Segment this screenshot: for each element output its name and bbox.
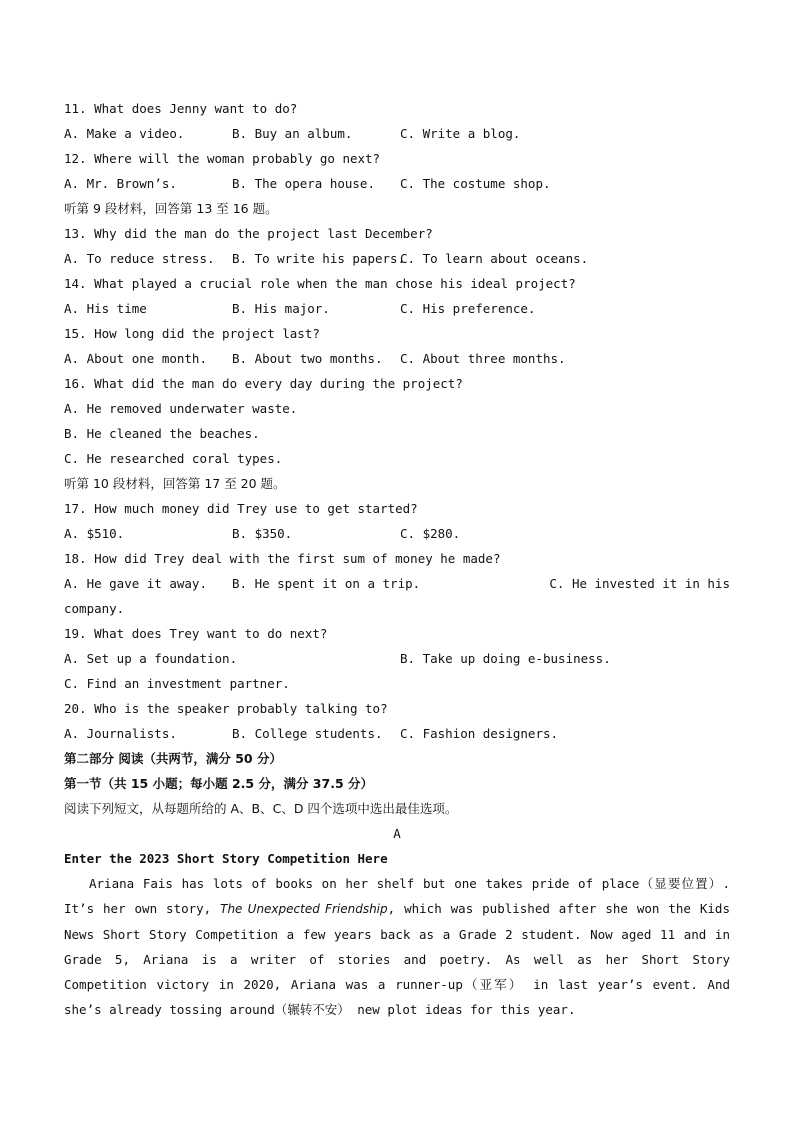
- option-a: A. $510.: [64, 526, 125, 541]
- option-c: C. Fashion designers.: [400, 726, 559, 741]
- question-15: 15. How long did the project last?: [64, 326, 320, 341]
- option-a: A. Set up a foundation.: [64, 651, 238, 666]
- section-10-instruction: 听第 10 段材料，回答第 17 至 20 题。: [64, 476, 286, 491]
- section-9-instruction: 听第 9 段材料，回答第 13 至 16 题。: [64, 201, 278, 216]
- passage-label: A: [393, 826, 401, 841]
- question-17: 17. How much money did Trey use to get started?: [64, 501, 418, 516]
- option-c: C. His preference.: [400, 301, 536, 316]
- option-c: C. He researched coral types.: [64, 451, 283, 466]
- options-17: [64, 521, 730, 546]
- passage-text-1: Ariana Fais has lots of books on her shelf but one takes pride of place（显要位置）. It’s her own story,: [64, 876, 730, 916]
- option-b: B. About two months.: [232, 351, 383, 366]
- option-c: C. Write a blog.: [400, 126, 521, 141]
- option-b: B. To write his papers.: [232, 251, 406, 266]
- question-12: 12. Where will the woman probably go next?: [64, 151, 381, 166]
- options-12: [64, 171, 730, 196]
- option-b: B. The opera house.: [232, 176, 375, 191]
- passage-title: Enter the 2023 Short Story Competition Here: [64, 851, 388, 866]
- passage-text-2: , which was published after she won the Kids News Short Story Competition a few years back as a Grade 2 student. Now aged 11 and in Grade 5, Ariana is a writer of stories and poetry. As well as her Short Story Competition victory in 2020, Ariana was a runner-up（亚军） in last year’s event. And she’s already tossing around（辗转不安） new plot ideas for this year.: [64, 901, 730, 1017]
- options-15: [64, 346, 730, 371]
- passage-paragraph: [64, 871, 730, 1022]
- question-13: 13. Why did the man do the project last December?: [64, 226, 433, 241]
- question-20: 20. Who is the speaker probably talking to?: [64, 701, 388, 716]
- question-18: 18. How did Trey deal with the first sum of money he made?: [64, 551, 501, 566]
- option-a: A. Make a video.: [64, 126, 185, 141]
- option-b: B. College students.: [232, 726, 383, 741]
- reading-instruction: 阅读下列短文，从每题所给的 A、B、C、D 四个选项中选出最佳选项。: [64, 801, 458, 816]
- option-a: A. To reduce stress.: [64, 251, 215, 266]
- option-b: B. Buy an album.: [232, 126, 353, 141]
- option-c: C. He invested it in his: [549, 576, 730, 591]
- option-a: A. About one month.: [64, 351, 207, 366]
- options-14: [64, 296, 730, 321]
- option-a: A. Mr. Brown’s.: [64, 176, 177, 191]
- options-18: [64, 571, 730, 596]
- option-c: C. About three months.: [400, 351, 566, 366]
- option-c: C. Find an investment partner.: [64, 676, 290, 691]
- option-b: B. $350.: [232, 526, 293, 541]
- option-c: C. $280.: [400, 526, 461, 541]
- options-13: [64, 246, 730, 271]
- option-a: A. He gave it away.: [64, 576, 207, 591]
- part-2-title: 第二部分 阅读（共两节，满分 50 分）: [64, 751, 282, 766]
- section-1-title: 第一节（共 15 小题；每小题 2.5 分，满分 37.5 分）: [64, 776, 373, 791]
- option-b: B. He cleaned the beaches.: [64, 426, 260, 441]
- question-16: 16. What did the man do every day during the project?: [64, 376, 463, 391]
- option-a: A. His time: [64, 301, 147, 316]
- option-c: C. The costume shop.: [400, 176, 551, 191]
- exam-page: [64, 96, 730, 1022]
- option-b: B. His major.: [232, 301, 330, 316]
- question-14: 14. What played a crucial role when the man chose his ideal project?: [64, 276, 576, 291]
- options-19: [64, 646, 730, 671]
- option-a: A. Journalists.: [64, 726, 177, 741]
- option-c-continued: company.: [64, 601, 125, 616]
- options-11: [64, 121, 730, 146]
- question-11: 11. What does Jenny want to do?: [64, 101, 298, 116]
- option-c: C. To learn about oceans.: [400, 251, 589, 266]
- question-19: 19. What does Trey want to do next?: [64, 626, 328, 641]
- option-a: A. He removed underwater waste.: [64, 401, 298, 416]
- book-title: The Unexpected Friendship: [220, 902, 388, 916]
- options-20: [64, 721, 730, 746]
- option-b: B. He spent it on a trip.: [232, 576, 421, 591]
- option-b: B. Take up doing e-business.: [400, 651, 611, 666]
